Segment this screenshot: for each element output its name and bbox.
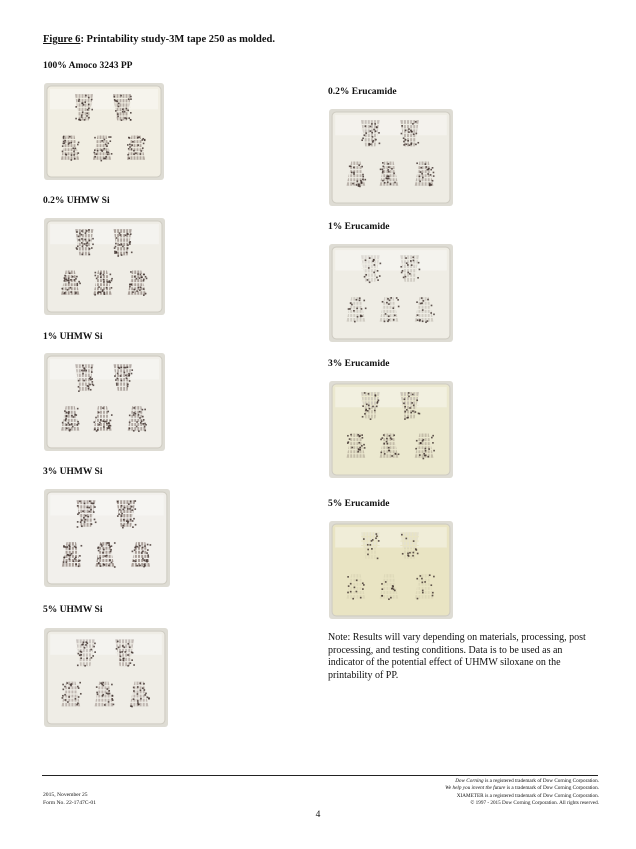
print-mark xyxy=(347,162,367,188)
sample-label-erucamide-1: 1% Erucamide xyxy=(328,222,390,232)
plaque-photo xyxy=(44,218,165,315)
print-mark xyxy=(380,297,400,322)
sample-label-uhmw-1: 1% UHMW Si xyxy=(43,332,103,342)
print-mark xyxy=(61,406,79,431)
footer-form-number: Form No. 22-1747C-01 xyxy=(43,800,96,806)
print-mark xyxy=(130,682,150,708)
print-mark xyxy=(400,532,419,559)
trademark-dow-corning: Dow Corning is a registered trademark of Dow Corning Corporation. xyxy=(455,778,599,784)
print-mark xyxy=(75,229,94,255)
print-mark xyxy=(62,682,82,707)
copyright-notice: © 1997 - 2015 Dow Corning Corporation. All rights reserved. xyxy=(470,800,599,807)
sample-plaque-uhmw-3 xyxy=(44,489,170,587)
print-mark xyxy=(361,532,380,559)
sample-plaque-erucamide-1 xyxy=(329,244,453,342)
footer-divider xyxy=(42,775,598,776)
footer-left xyxy=(43,791,96,807)
sample-plaque-erucamide-5 xyxy=(329,521,453,619)
plaque-photo xyxy=(329,244,453,342)
print-mark xyxy=(400,120,419,146)
sample-plaque-uhmw-0-2 xyxy=(44,218,165,315)
print-mark xyxy=(95,682,115,707)
print-mark xyxy=(61,271,81,295)
plaque-photo xyxy=(44,353,165,451)
print-mark xyxy=(347,574,366,599)
print-mark xyxy=(131,542,151,567)
page-number: 4 xyxy=(315,810,321,820)
print-mark xyxy=(61,136,79,161)
sample-label-erucamide-5: 5% Erucamide xyxy=(328,499,390,509)
print-mark xyxy=(361,392,380,420)
sample-plaque-amoco-pp xyxy=(44,83,164,180)
plaque-photo xyxy=(44,83,164,180)
sample-plaque-uhmw-5 xyxy=(44,628,168,727)
figure-title xyxy=(43,34,275,45)
print-mark xyxy=(93,271,112,296)
plaque-photo xyxy=(44,489,170,587)
figure-label: Figure 6 xyxy=(43,34,81,45)
print-mark xyxy=(127,136,146,160)
sample-label-erucamide-3: 3% Erucamide xyxy=(328,359,390,369)
sample-label-erucamide-0-2: 0.2% Erucamide xyxy=(328,87,397,97)
print-mark xyxy=(380,434,400,458)
sample-plaque-uhmw-1 xyxy=(44,353,165,451)
print-mark xyxy=(380,574,399,600)
footer-date: 2015, November 25 xyxy=(43,792,88,798)
print-mark xyxy=(114,364,133,391)
sample-label-amoco-pp: 100% Amoco 3243 PP xyxy=(43,61,133,71)
print-mark xyxy=(62,542,82,567)
results-note: Note: Results will vary depending on materials, processing, post processing, and testing conditions. Data is to be used as an indicator of the potential effect of UHMW siloxane on the printability of PP. xyxy=(328,632,586,681)
print-mark xyxy=(415,162,435,187)
print-mark xyxy=(75,94,93,121)
plaque-photo xyxy=(44,628,168,727)
print-mark xyxy=(347,297,367,322)
print-mark xyxy=(361,120,380,146)
print-mark xyxy=(400,255,420,282)
sample-label-uhmw-3: 3% UHMW Si xyxy=(43,467,103,477)
sample-plaque-erucamide-0-2 xyxy=(329,109,453,206)
plaque-photo xyxy=(329,381,453,478)
print-mark xyxy=(380,162,399,186)
sample-plaque-erucamide-3 xyxy=(329,381,453,478)
footer-trademarks xyxy=(360,778,599,808)
plaque-photo xyxy=(329,521,453,619)
sample-label-uhmw-0-2: 0.2% UHMW Si xyxy=(43,196,110,206)
sample-label-uhmw-5: 5% UHMW Si xyxy=(43,605,103,615)
trademark-xiameter: XIAMETER is a registered trademark of Dow Corning Corporation. xyxy=(456,792,599,799)
print-mark xyxy=(128,406,147,432)
trademark-tagline: We help you invent the future is a trademark of Dow Corning Corporation. xyxy=(445,785,599,792)
print-mark xyxy=(347,434,366,458)
print-mark xyxy=(415,574,435,599)
plaque-photo xyxy=(329,109,453,206)
figure-caption: : Printability study-3M tape 250 as molded. xyxy=(80,34,275,45)
